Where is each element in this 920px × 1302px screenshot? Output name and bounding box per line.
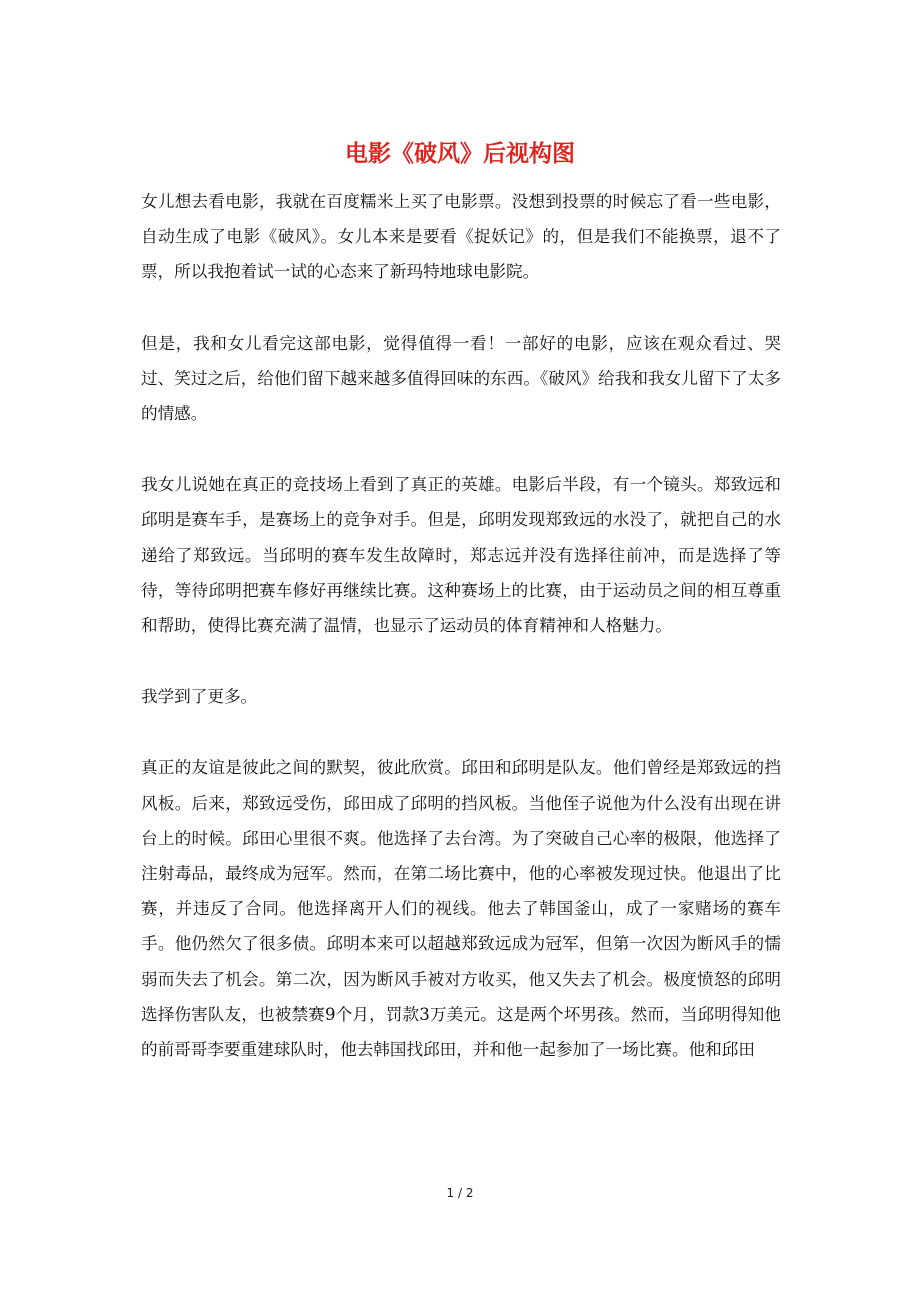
paragraph-4: 我学到了更多。 — [141, 687, 258, 707]
paragraph-2: 但是，我和女儿看完这部电影，觉得值得一看！一部好的电影，应该在观众看过、哭过、笑过之后，给他们留下越来越多值得回味的东西。《破风》给我和我女儿留下了太多的情感。 — [141, 333, 781, 424]
paragraph-5: 真正的友谊是彼此之间的默契，彼此欣赏。邱田和邱明是队友。他们曾经是郑致远的挡风板。后来，郑致远受伤，邱田成了邱明的挡风板。当他侄子说他为什么没有出现在讲台上的时候。邱田心里很不爽。他选择了去台湾。为了突破自己心率的极限，他选择了注射毒品，最终成为冠军。然而，在第二场比赛中，他的心率被发现过快。他退出了比赛，并违反了合同。他选择离开人们的视线。他去了韩国釜山，成了一家赌场的赛车手。他仍然欠了很多债。邱明本来可以超越郑致远成为冠军，但第一次因为断风手的懦弱而失去了机会。第二次，因为断风手被对方收买，他又失去了机会。极度愤怒的邱明选择伤害队友，也被禁赛9个月，罚款3万美元。这是两个坏男孩。然而，当邱明得知他的前哥哥李要重建球队时，他去韩国找邱田，并和他一起参加了一场比赛。他和邱田 — [141, 758, 781, 1060]
paragraph-1: 女儿想去看电影，我就在百度糯米上买了电影票。没想到投票的时候忘了看一些电影，自动生成了电影《破风》。女儿本来是要看《捉妖记》的，但是我们不能换票，退不了票，所以我抱着试一试的心态来了新玛特地球电影院。 — [141, 192, 781, 282]
page-number: 1 / 2 — [446, 1186, 474, 1200]
document-title: 电影《破风》后视构图 — [345, 140, 575, 167]
document-body — [141, 184, 781, 1103]
paragraph-3: 我女儿说她在真正的竞技场上看到了真正的英雄。电影后半段，有一个镜头。郑致远和邱明是赛车手，是赛场上的竞争对手。但是，邱明发现郑致远的水没了，就把自己的水递给了郑致远。当邱明的赛车发生故障时，郑志远并没有选择往前冲，而是选择了等待，等待邱明把赛车修好再继续比赛。这种赛场上的比赛，由于运动员之间的相互尊重和帮助，使得比赛充满了温情，也显示了运动员的体育精神和人格魅力。 — [141, 475, 781, 636]
